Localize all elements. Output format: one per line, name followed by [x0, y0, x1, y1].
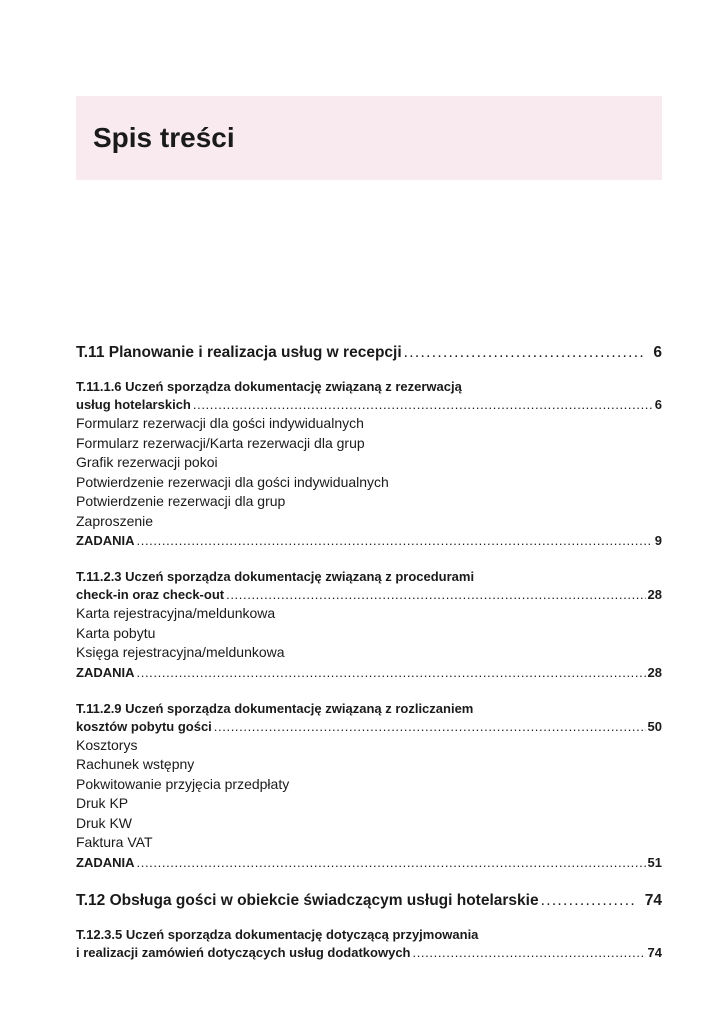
page-title: Spis treści: [93, 122, 235, 153]
section-title-text: kosztów pobytu gości: [76, 718, 212, 734]
toc-item[interactable]: Formularz rezerwacji/Karta rezerwacji dla grup: [76, 434, 365, 451]
section-title-text: usług hotelarskich: [76, 397, 191, 412]
toc-item[interactable]: Karta rejestracyjna/meldunkowa: [76, 605, 276, 621]
toc-item[interactable]: Kosztorys: [76, 736, 138, 753]
toc-item[interactable]: Faktura VAT: [76, 834, 153, 850]
page-number: 74: [647, 944, 662, 960]
section-title-line-2: [76, 586, 662, 604]
tasks-label: ZADANIA: [76, 854, 135, 870]
toc-item[interactable]: Druk KW: [76, 814, 132, 831]
dot-leader: [214, 718, 646, 736]
dot-leader: [193, 396, 653, 414]
page-number: 50: [647, 718, 662, 734]
toc-tasks-entry[interactable]: [76, 663, 662, 682]
section-title-line: T.11.2.3 Uczeń sporządza dokumentację związaną z procedurami: [76, 569, 475, 584]
page-number: 28: [647, 664, 662, 680]
section-title-line: T.11.1.6 Uczeń sporządza dokumentację związaną z rezerwacją: [76, 379, 462, 394]
toc-chapter-t12[interactable]: [76, 890, 662, 912]
title-banner: [76, 96, 662, 180]
section-title-line: T.11.2.9 Uczeń sporządza dokumentację związaną z rozliczaniem: [76, 700, 474, 716]
dot-leader: [137, 531, 653, 550]
page-number: 51: [647, 854, 662, 870]
toc-item[interactable]: Księga rejestracyjna/meldunkowa: [76, 644, 285, 660]
toc-section-t12-3-5[interactable]: [76, 926, 662, 962]
toc-item[interactable]: Pokwitowanie przyjęcia przedpłaty: [76, 775, 290, 792]
page-number: 6: [653, 344, 662, 361]
toc-chapter-t11[interactable]: [76, 342, 662, 364]
section-title-line: T.12.3.5 Uczeń sporządza dokumentację dotyczącą przyjmowania: [76, 926, 479, 942]
tasks-label: ZADANIA: [76, 533, 135, 548]
dot-leader: [226, 586, 645, 604]
toc-item[interactable]: Potwierdzenie rezerwacji dla grup: [76, 493, 286, 509]
page-number: 6: [654, 397, 662, 412]
toc-item[interactable]: Potwierdzenie rezerwacji dla gości indywidualnych: [76, 473, 389, 490]
toc-section-t11-2-3[interactable]: [76, 568, 662, 604]
toc-tasks-entry[interactable]: [76, 531, 662, 550]
chapter-title: T.12 Obsługa gości w obiekcie świadczącym usługi hotelarskie: [76, 891, 539, 909]
toc-item[interactable]: Karta pobytu: [76, 624, 156, 641]
page-number: 28: [647, 587, 662, 602]
tasks-label: ZADANIA: [76, 664, 135, 680]
dot-leader: [541, 890, 637, 912]
page-number: 9: [654, 533, 662, 548]
toc-item[interactable]: Grafik rezerwacji pokoi: [76, 454, 218, 470]
toc-section-t11-1-6[interactable]: [76, 378, 662, 414]
dot-leader: [404, 342, 646, 364]
toc-item[interactable]: Druk KP: [76, 795, 129, 811]
dot-leader: [137, 663, 646, 682]
toc-section-t11-2-9[interactable]: [76, 700, 662, 736]
toc-item[interactable]: Formularz rezerwacji dla gości indywidualnych: [76, 415, 364, 431]
section-title-line-2: [76, 944, 662, 962]
toc-tasks-entry[interactable]: [76, 853, 662, 872]
section-title-text: check-in oraz check-out: [76, 587, 225, 602]
dot-leader: [412, 944, 645, 962]
toc-item[interactable]: Zaproszenie: [76, 512, 154, 529]
dot-leader: [137, 853, 646, 872]
toc-item[interactable]: Rachunek wstępny: [76, 756, 195, 772]
page-number: 74: [644, 891, 662, 909]
table-of-contents: [76, 342, 662, 962]
section-title-line-2: [76, 396, 662, 414]
section-title-line-2: [76, 718, 662, 736]
chapter-title: T.11 Planowanie i realizacja usług w recepcji: [76, 344, 402, 361]
section-title-text: i realizacji zamówień dotyczących usług dodatkowych: [76, 944, 411, 960]
